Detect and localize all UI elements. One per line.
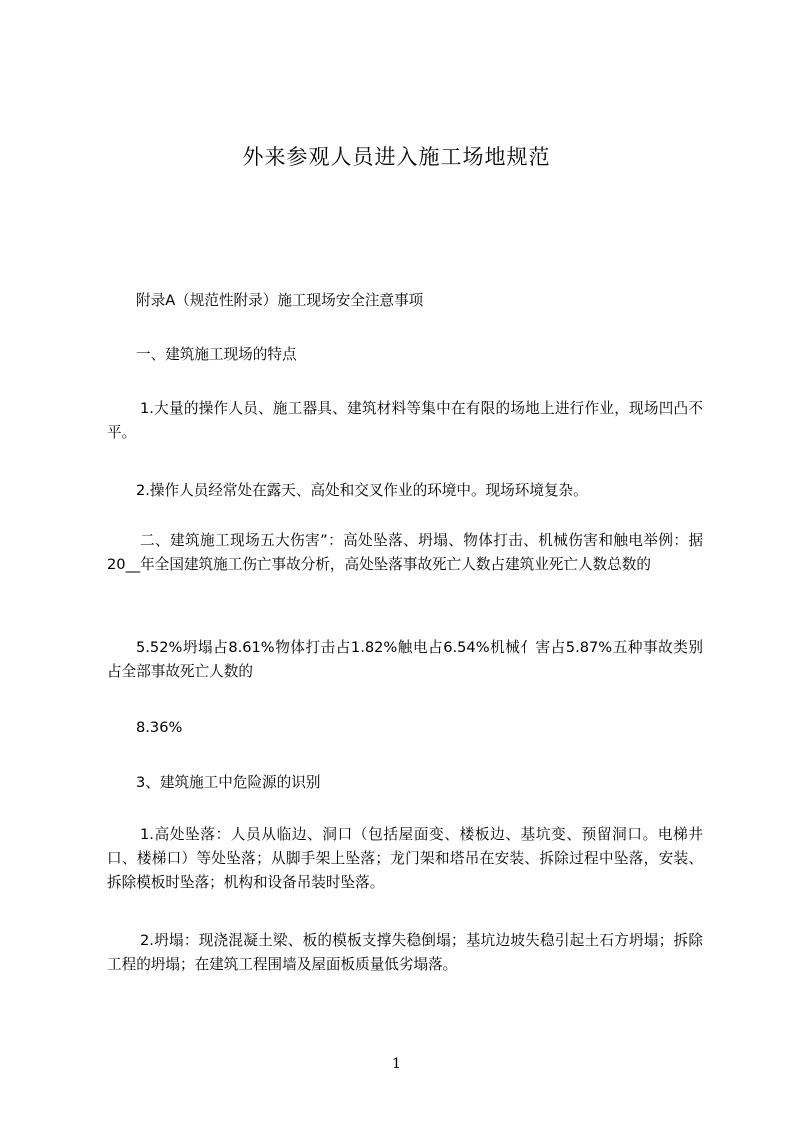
paragraph-percentage: 8.36% bbox=[136, 719, 183, 736]
paragraph-item-1: 1.大量的操作人员、施工器具、建筑材料等集中在有限的场地上进行作业，现场凹凸不平。 bbox=[107, 400, 703, 441]
paragraph-fall-hazard: 1.高处坠落：人员从临边、洞口（包括屋面变、楼板边、基坑变、预留洞口。电梯井口、楼梯口）等处坠落；从脚手架上坠落；龙门架和塔吊在安装、拆除过程中坠落，安装、拆除模板时坠落；机构和设备吊装时坠落。 bbox=[107, 826, 703, 891]
paragraph-statistics: 5.52%坍塌占8.61%物体打击占1.82%触电占6.54%机械亻害占5.87%五种事故类别占全部事故死亡人数的 bbox=[107, 639, 703, 680]
paragraph-collapse-hazard: 2.坍塌：现浇混凝土梁、板的模板支撑失稳倒塌；基坑边坡失稳引起土石方坍塌；拆除工程的坍塌；在建筑工程围墙及屋面板质量低劣塌落。 bbox=[107, 932, 703, 973]
document-title: 外来参观人员进入施工场地规范 bbox=[242, 145, 551, 169]
section-heading-3: 3、建筑施工中危险源的识别 bbox=[136, 774, 321, 791]
paragraph-item-2: 2.操作人员经常处在露天、高处和交叉作业的环境中。现场环境复杂。 bbox=[136, 482, 588, 499]
section-heading-1: 一、建筑施工现场的特点 bbox=[136, 346, 297, 363]
appendix-heading: 附录A（规范性附录）施工现场安全注意事项 bbox=[136, 292, 424, 309]
page-number: 1 bbox=[392, 1056, 401, 1072]
section-heading-2: 二、建筑施工现场五大伤害”：高处坠落、坍塌、物体打击、机械伤害和触电举例：据20__年全国建筑施工伤亡事故分析，高处坠落事故死亡人数占建筑业死亡人数总数的 bbox=[107, 532, 703, 573]
